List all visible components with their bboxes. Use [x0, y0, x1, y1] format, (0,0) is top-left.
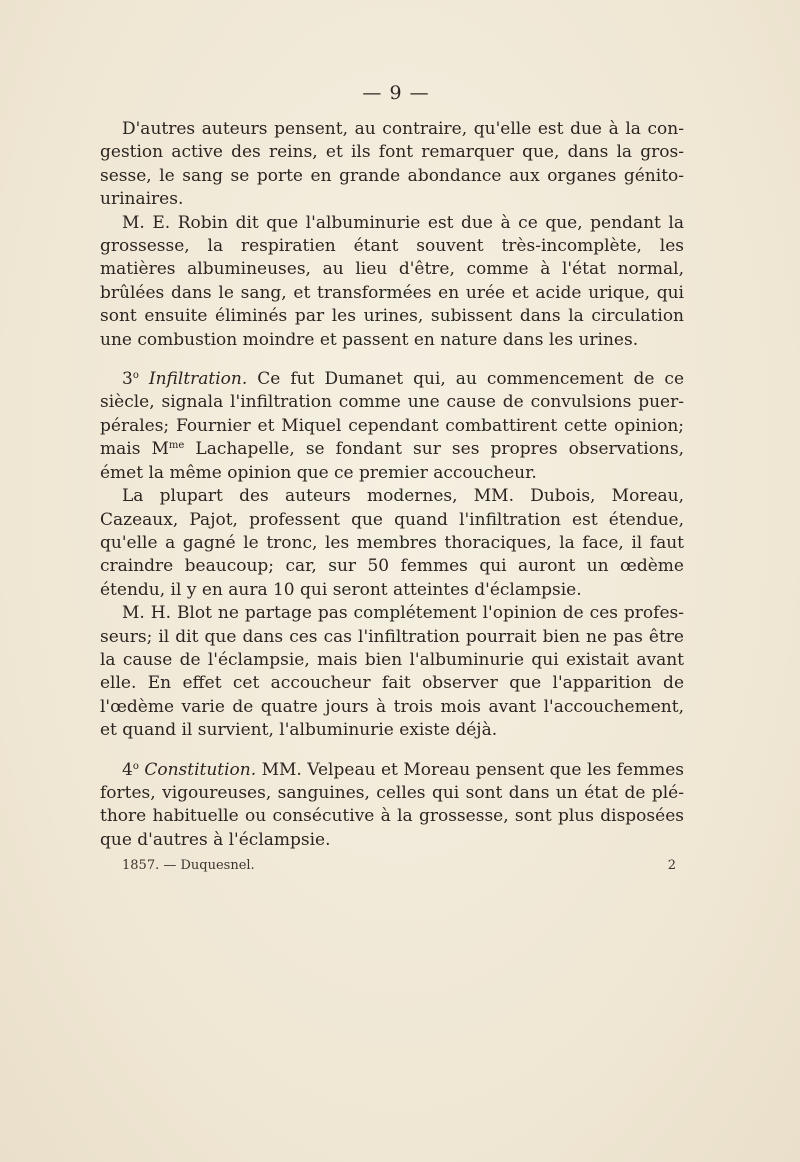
- degree-mark: o: [132, 370, 139, 382]
- section-number: 4: [122, 759, 133, 780]
- paragraph-modern-authors: La plupart des auteurs modernes, MM. Dubois, Moreau, Cazeaux, Pajot, professent que quand l'infiltration est étendue, qu'elle a gagné le tronc, les membres thoraciques, la face, il faut craindre beaucoup; car, sur 50 femmes qui auront un œdème étendu, il y en aura 10 qui seront atteintes d'éclampsie.: [100, 486, 684, 600]
- section-text-continued: Lachapelle, se fondant sur ses propres observations, émet la même opinion que ce premier accoucheur.: [100, 439, 685, 483]
- paragraph-robin: M. E. Robin dit que l'albuminurie est due à ce que, pendant la grossesse, la respiratien étant souvent très-incomplète, les matières albumineuses, au lieu d'être, comme à l'état normal, brûlées dans le sang, et transformées en urée et acide urique, qui sont ensuite éliminés par les urines, subissent dans la circulation une combustion moindre et passent en nature dans les urines.: [100, 212, 684, 350]
- superscript-me: me: [168, 440, 185, 452]
- page-number: — 9 —: [362, 82, 430, 104]
- footer-signature: 1857. — Duquesnel.: [122, 858, 255, 874]
- section-number: 3: [122, 369, 133, 390]
- paragraph-congestion: D'autres auteurs pensent, au contraire, qu'elle est due à la congestion active des reins, et ils font remarquer que, dans la grossesse, le sang se porte en grande abondance aux organes génito-urinaires.: [100, 119, 684, 210]
- section-infiltration: [100, 368, 684, 485]
- document-page: [100, 82, 684, 873]
- section-heading-constitution: Constitution.: [144, 759, 257, 780]
- footer-sheet-number: 2: [667, 858, 676, 874]
- section-text: Ce fut Dumanet qui, au commencement de ce siècle, signala l'infiltration comme une cause de convulsions puerpérales; Fournier et Miquel cependant combattirent cette opinion; mais M: [100, 369, 685, 460]
- section-constitution: [100, 759, 684, 853]
- page-footer: [100, 858, 684, 873]
- degree-mark: o: [132, 760, 139, 772]
- paragraph-blot: M. H. Blot ne partage pas complétement l'opinion de ces professeurs; il dit que dans ces cas l'infiltration pourrait bien ne pas être la cause de l'éclampsie, mais bien l'albuminurie qui existait avant elle. En effet cet accoucheur fait observer que l'apparition de l'œdème varie de quatre jours à trois mois avant l'accouchement, et quand il survient, l'albuminurie existe déjà.: [100, 603, 684, 741]
- section-heading-infiltration: Infiltration.: [148, 369, 248, 390]
- section-text: MM. Velpeau et Moreau pensent que les femmes fortes, vigoureuses, sanguines, celles qui sont dans un état de pléthore habituelle ou consécutive à la grossesse, sont plus disposées que d'autres à l'éclampsie.: [100, 759, 684, 850]
